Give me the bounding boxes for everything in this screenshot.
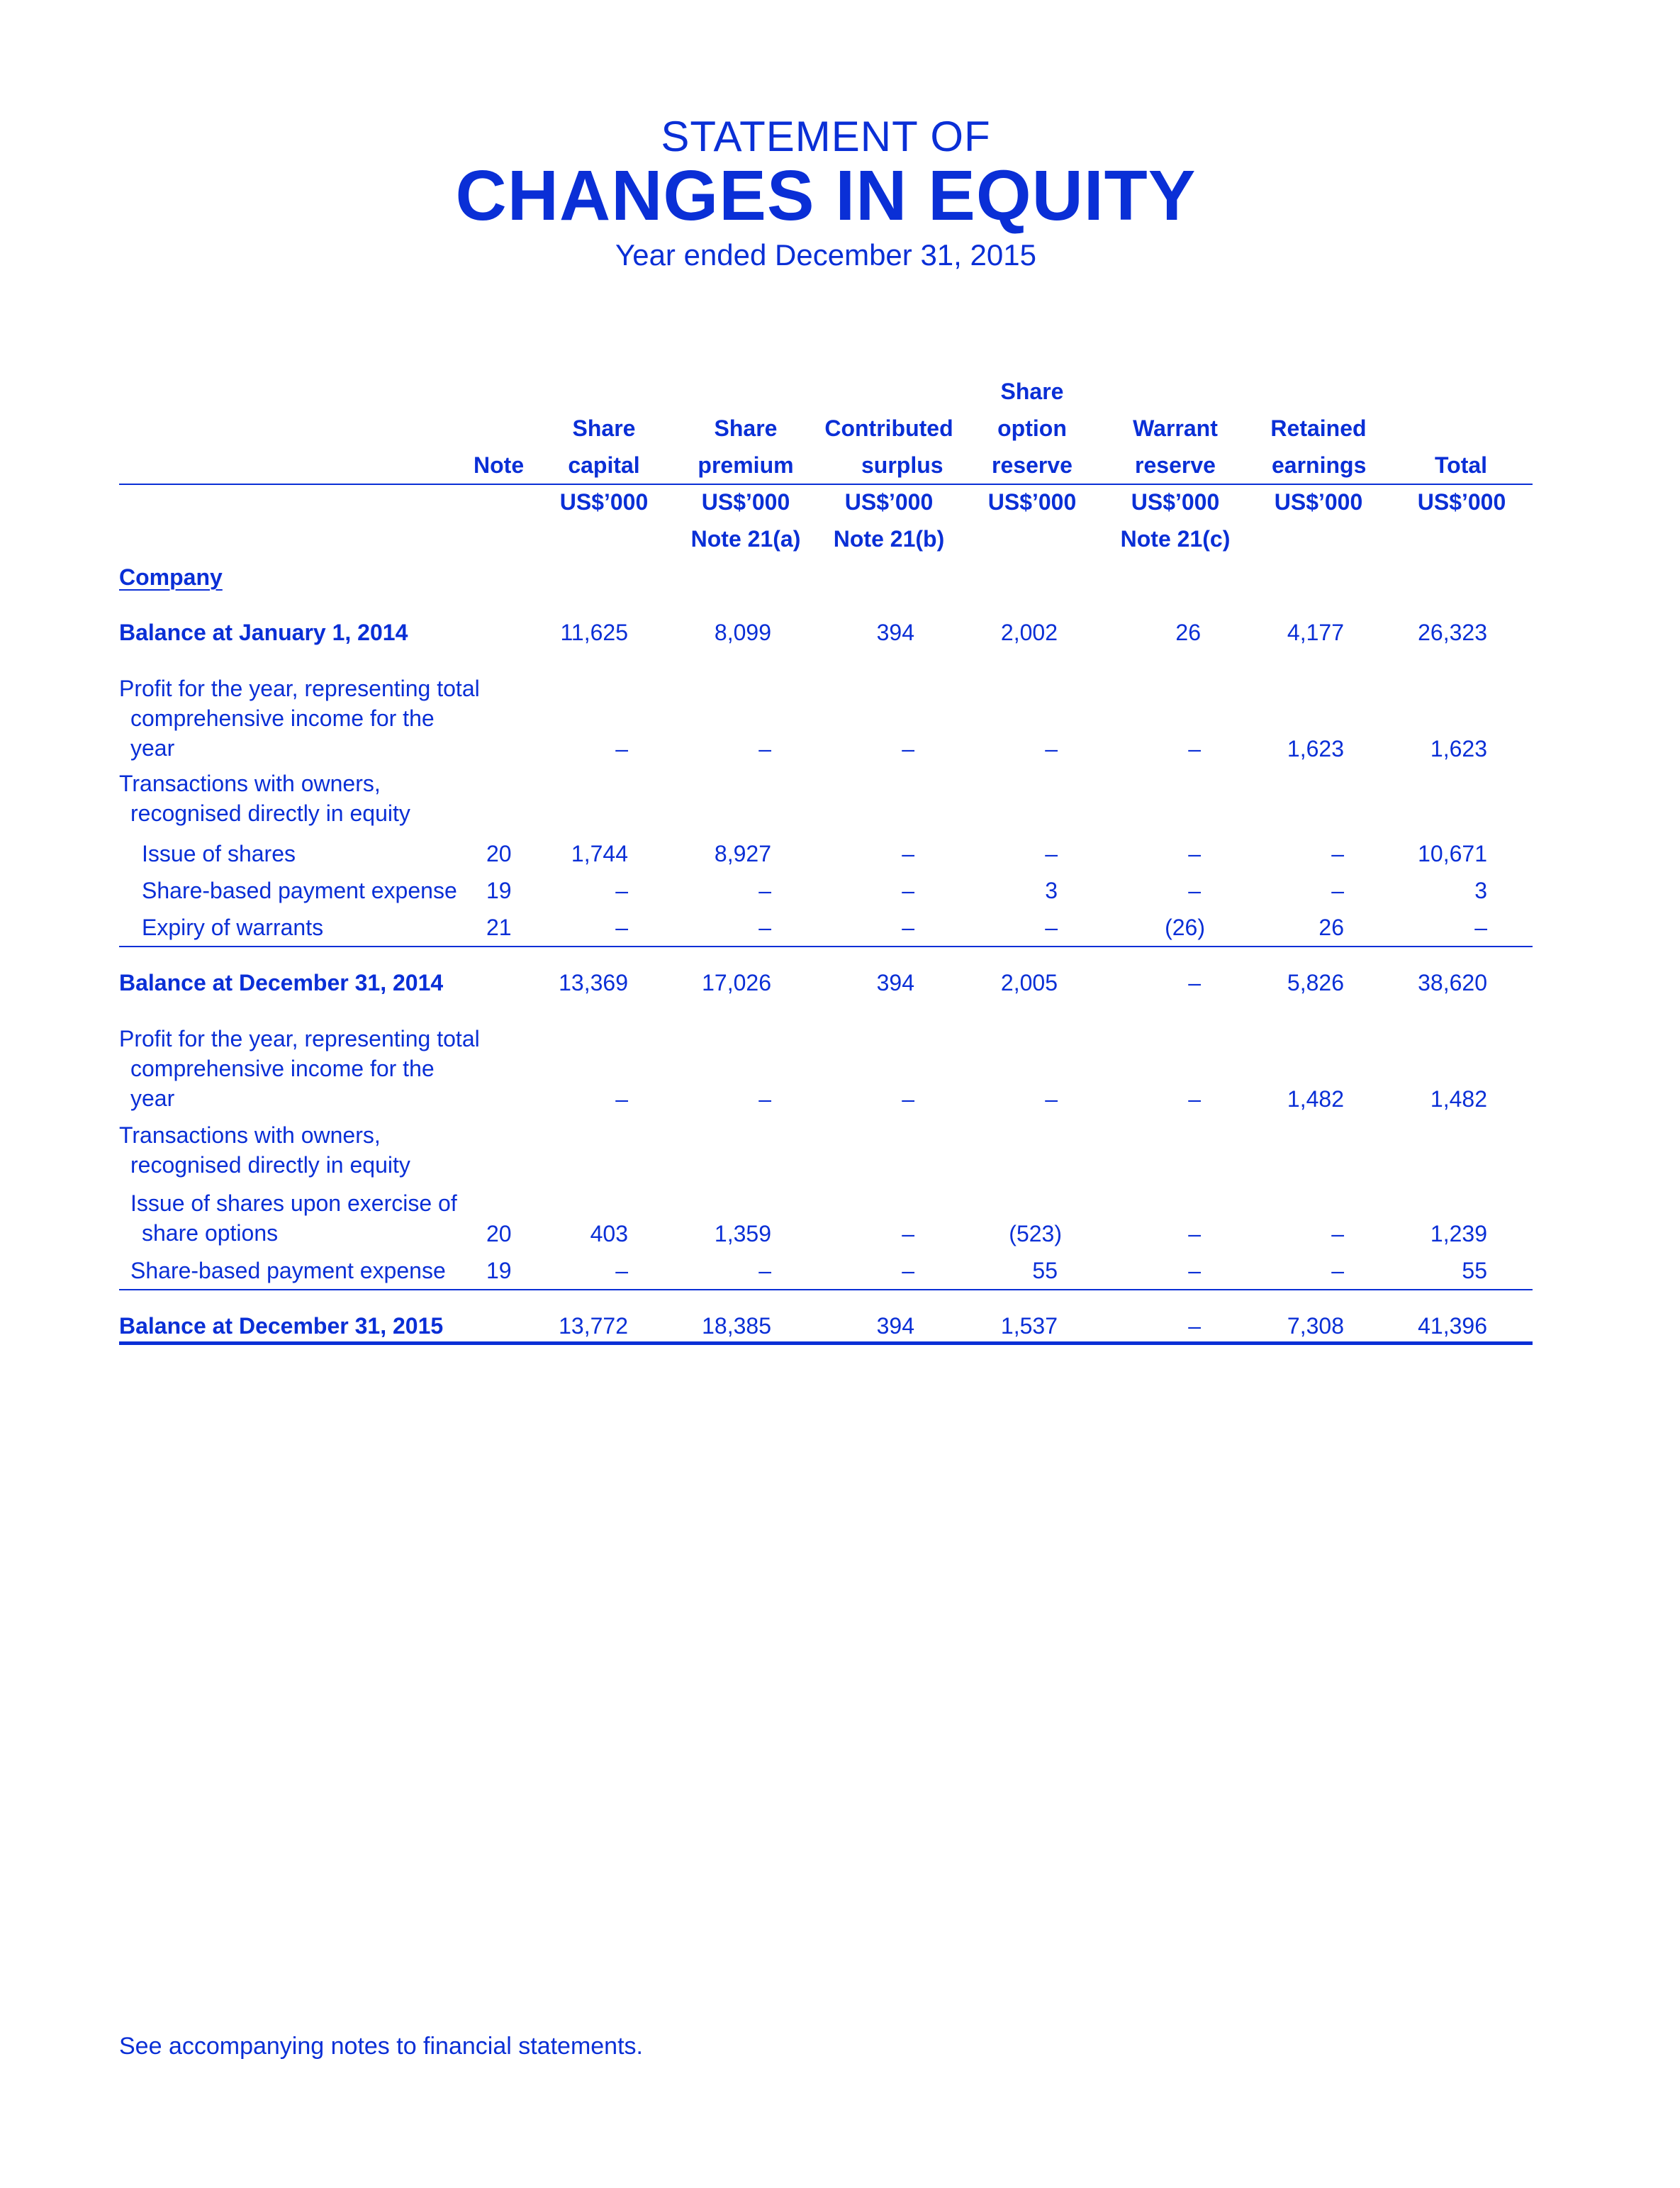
cell: 18,385 [702,1313,771,1339]
cell: – [902,1086,914,1112]
cell: – [1188,1086,1201,1112]
row-label-profit-2015-line3: year [130,1085,175,1111]
header-share-option-1: Share [1000,379,1064,404]
row-label-profit-2014-line2: comprehensive income for the [130,705,435,731]
cell: – [902,878,914,903]
cell: 1,623 [1287,736,1344,761]
cell: – [1188,736,1201,761]
row-label-transactions-2015-line1: Transactions with owners, [119,1122,381,1148]
cell: – [1188,1313,1201,1339]
cell: 1,744 [571,841,628,866]
section-company-label: Company [119,564,223,590]
row-label-profit-2014-line1: Profit for the year, representing total [119,676,480,701]
note-cell: 19 [486,1258,512,1283]
cell: 2,002 [1000,620,1058,645]
note-cell: 20 [486,841,512,866]
cell: – [615,1258,628,1283]
header-share-premium-1: Share [714,415,778,441]
header-retained-1: Retained [1270,415,1367,441]
row-label-issue-options-line2: share options [142,1220,279,1246]
header-warrant-1: Warrant [1133,415,1218,441]
cell: – [758,878,771,903]
header-share-option-2: option [997,415,1067,441]
cell: 1,239 [1430,1221,1487,1246]
cell: 7,308 [1287,1313,1344,1339]
cell: 394 [876,1313,914,1339]
cell: (523) [1009,1221,1062,1246]
cell: – [1331,1258,1344,1283]
cell: – [758,1086,771,1112]
cell: 5,826 [1287,970,1344,995]
cell: 55 [1462,1258,1487,1283]
header-share-capital-1: Share [572,415,636,441]
row-label-expiry-warrants: Expiry of warrants [142,915,324,940]
cell: – [902,915,914,940]
cell: – [615,1086,628,1112]
row-label-balance-dec-2015: Balance at December 31, 2015 [119,1313,444,1339]
cell: – [1331,878,1344,903]
cell: 10,671 [1418,841,1487,866]
cell: – [1188,970,1201,995]
row-label-balance-jan-2014: Balance at January 1, 2014 [119,620,408,645]
cell: 1,482 [1287,1086,1344,1112]
cell: – [615,878,628,903]
cell: 1,537 [1000,1313,1058,1339]
note-cell: 21 [486,915,512,940]
cell: 4,177 [1287,620,1344,645]
header-retained-2: earnings [1272,452,1367,478]
cell: 394 [876,970,914,995]
cell: 394 [876,620,914,645]
cell: – [902,1258,914,1283]
cell: 26,323 [1418,620,1487,645]
note-cell: 20 [486,1221,512,1246]
cell: 8,099 [714,620,771,645]
row-label-balance-dec-2014: Balance at December 31, 2014 [119,970,444,995]
title-line-1: STATEMENT OF [661,113,991,160]
cell: – [1188,841,1201,866]
cell: 2,005 [1000,970,1058,995]
cell: – [902,841,914,866]
cell: – [1045,841,1058,866]
header-contributed-1: Contributed [824,415,953,441]
title-subtitle: Year ended December 31, 2015 [615,238,1036,272]
cell: – [1045,736,1058,761]
note-cell: 19 [486,878,512,903]
cell: – [758,736,771,761]
row-label-transactions-2014-line2: recognised directly in equity [130,800,410,826]
row-label-profit-2015-line1: Profit for the year, representing total [119,1026,480,1051]
cell: – [1188,1221,1201,1246]
title-line-2: CHANGES IN EQUITY [455,156,1197,235]
header-rule [119,484,1533,485]
cell: – [615,736,628,761]
currency-share-option: US$’000 [987,489,1077,515]
header-warrant-2: reserve [1135,452,1216,478]
currency-warrant: US$’000 [1131,489,1220,515]
cell: – [1045,915,1058,940]
row-label-profit-2015-line2: comprehensive income for the [130,1056,435,1081]
cell: – [615,915,628,940]
cell: 11,625 [560,620,628,645]
row-label-issue-of-shares: Issue of shares [142,841,296,866]
cell: (26) [1165,915,1205,940]
cell: 13,772 [559,1313,628,1339]
header-share-capital-2: capital [568,452,640,478]
subtotal-rule-2015 [119,1289,1533,1290]
cell: 3 [1045,878,1058,903]
subtotal-rule-2014 [119,946,1533,947]
cell: – [1045,1086,1058,1112]
cell: 13,369 [559,970,628,995]
cell: – [1188,1258,1201,1283]
note-ref-21c: Note 21(c) [1120,526,1231,552]
row-label-sbp-2015: Share-based payment expense [130,1258,446,1283]
note-ref-21b: Note 21(b) [833,526,945,552]
currency-contributed: US$’000 [844,489,934,515]
currency-share-premium: US$’000 [701,489,790,515]
cell: 1,359 [714,1221,771,1246]
cell: 1,482 [1430,1086,1487,1112]
cell: 26 [1175,620,1201,645]
row-label-issue-options-line1: Issue of shares upon exercise of [130,1190,457,1216]
header-total: Total [1435,452,1488,478]
currency-retained: US$’000 [1274,489,1363,515]
cell: 41,396 [1418,1313,1487,1339]
cell: 1,623 [1430,736,1487,761]
cell: 55 [1032,1258,1058,1283]
section-company [119,563,223,591]
cell: – [902,1221,914,1246]
cell: – [902,736,914,761]
cell: – [758,1258,771,1283]
row-label-profit-2014-line3: year [130,735,175,761]
statement-title [0,113,1652,274]
cell: – [1188,878,1201,903]
footer-note: See accompanying notes to financial statements. [119,2033,643,2060]
cell: 17,026 [702,970,771,995]
cell: 26 [1318,915,1344,940]
note-ref-21a: Note 21(a) [690,526,801,552]
row-label-sbp-2014: Share-based payment expense [142,878,457,903]
cell: 38,620 [1418,970,1487,995]
cell: 3 [1474,878,1487,903]
header-contributed-2: surplus [861,452,943,478]
cell: – [1474,915,1487,940]
header-share-premium-2: premium [698,452,794,478]
header-note: Note [474,452,525,478]
header-share-option-3: reserve [992,452,1073,478]
cell: 8,927 [714,841,771,866]
currency-total: US$’000 [1417,489,1506,515]
cell: – [758,915,771,940]
row-label-transactions-2015-line2: recognised directly in equity [130,1152,410,1178]
currency-share-capital: US$’000 [559,489,649,515]
cell: 403 [590,1221,628,1246]
cell: – [1331,841,1344,866]
cell: – [1331,1221,1344,1246]
total-rule [119,1341,1533,1345]
row-label-transactions-2014-line1: Transactions with owners, [119,771,381,796]
